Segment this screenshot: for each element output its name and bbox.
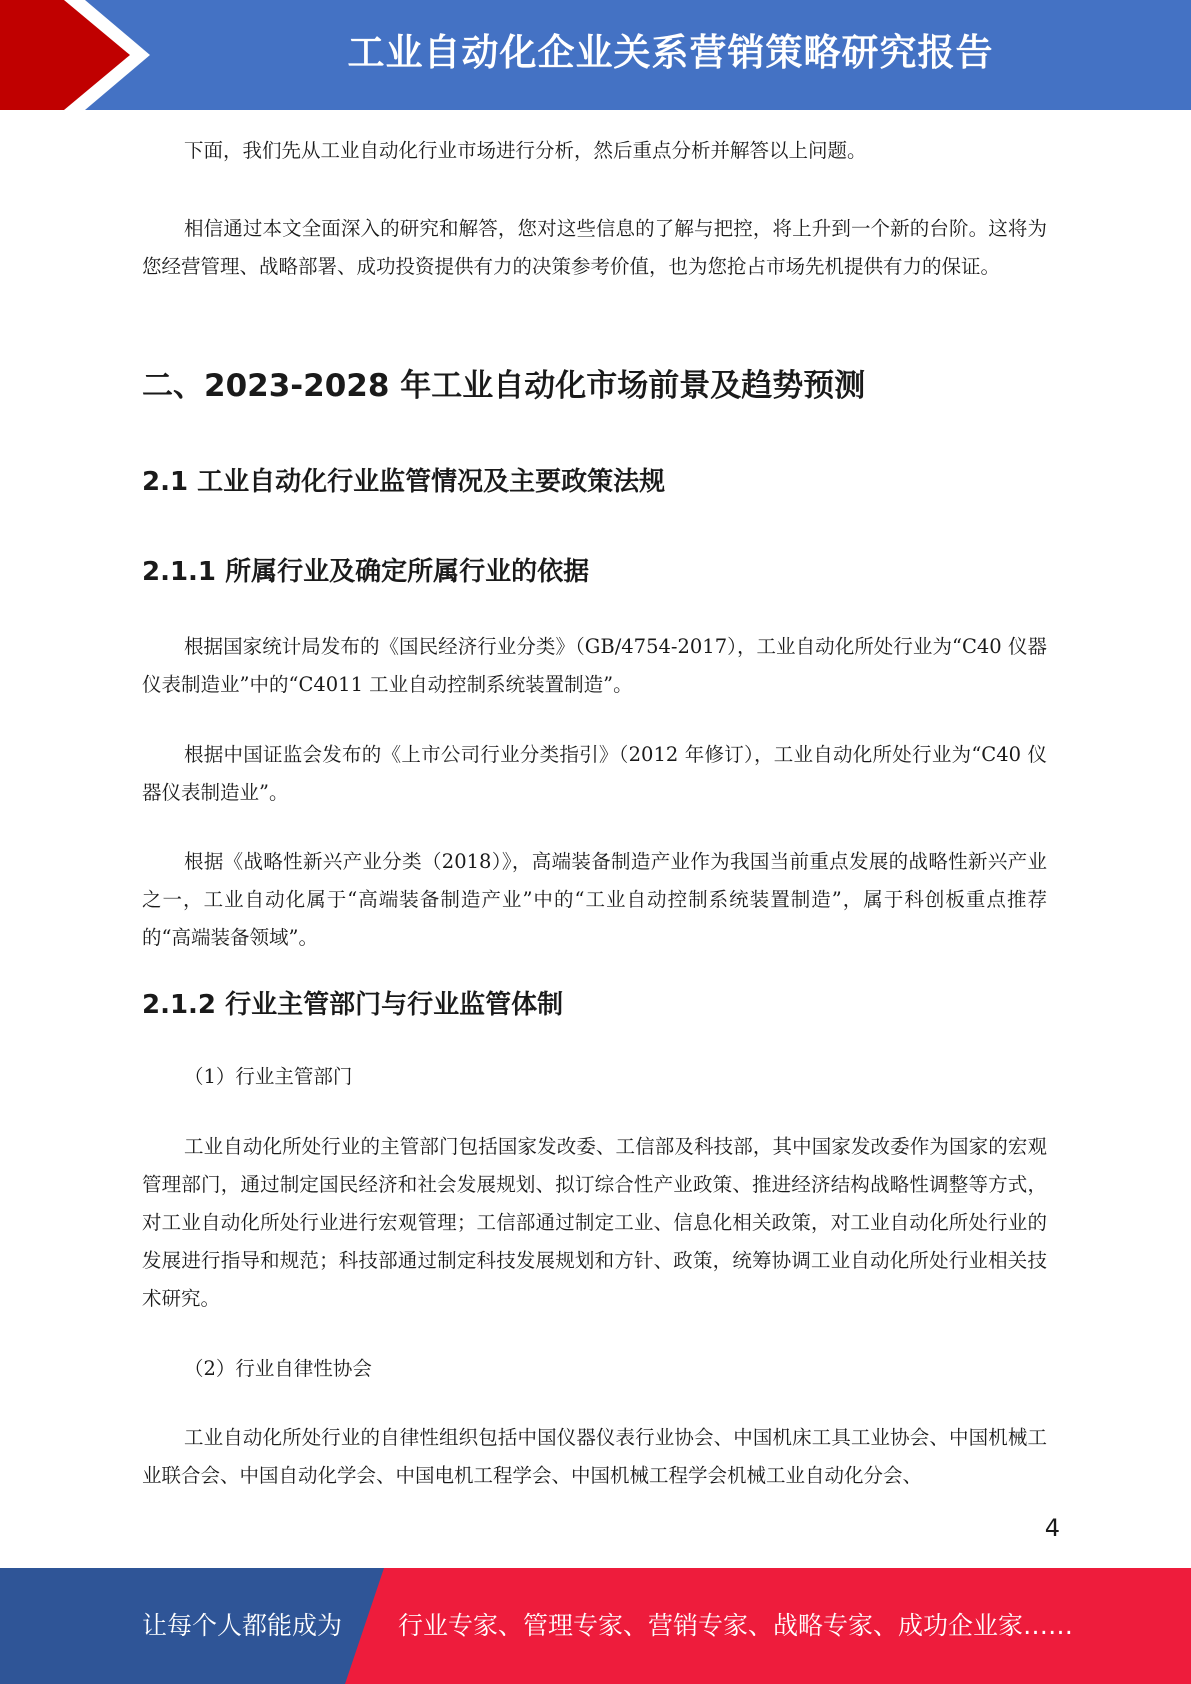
paragraph-intro: 下面，我们先从工业自动化行业市场进行分析，然后重点分析并解答以上问题。 xyxy=(184,139,867,162)
footer-slogan-left: 让每个人都能成为 xyxy=(142,1611,343,1640)
heading-2-1: 2.1 工业自动化行业监管情况及主要政策法规 xyxy=(142,467,666,497)
paragraph-gb-classification: 根据国家统计局发布的《国民经济行业分类》（GB/4754-2017），工业自动化所处行业为“C40 仪器仪表制造业”中的“C4011 工业自动控制系统装置制造”。 xyxy=(142,635,1048,696)
paragraph-authorities: 工业自动化所处行业的主管部门包括国家发改委、工信部及科技部，其中国家发改委作为国家的宏观管理部门，通过制定国民经济和社会发展规划、拟订综合性产业政策、推进经济结构战略性调整等方式，对工业自动化所处行业进行宏观管理；工信部通过制定工业、信息化相关政策，对工业自动化所处行业的发展进行指导和规范；科技部通过制定科技发展规划和方针、政策，统筹协调工业自动化所处行业相关技术研究。 xyxy=(142,1135,1047,1310)
paragraph-belief: 相信通过本文全面深入的研究和解答，您对这些信息的了解与把控，将上升到一个新的台阶。这将为您经营管理、战略部署、成功投资提供有力的决策参考价值，也为您抢占市场先机提供有力的保证。 xyxy=(142,217,1047,278)
header-chevron-graphic xyxy=(0,0,160,110)
page-number: 4 xyxy=(1044,1514,1060,1542)
paragraph-csrc-classification: 根据中国证监会发布的《上市公司行业分类指引》（2012 年修订），工业自动化所处行业为“C40 仪器仪表制造业”。 xyxy=(142,743,1047,804)
page-header xyxy=(0,0,1191,110)
section-heading-2: 二、2023-2028 年工业自动化市场前景及趋势预测 xyxy=(142,368,866,404)
page-footer xyxy=(0,1568,1191,1684)
report-title: 工业自动化企业关系营销策略研究报告 xyxy=(347,31,994,74)
heading-2-1-2: 2.1.2 行业主管部门与行业监管体制 xyxy=(142,990,564,1020)
heading-2-1-1: 2.1.1 所属行业及确定所属行业的依据 xyxy=(142,557,590,587)
subheading-associations: （2）行业自律性协会 xyxy=(184,1357,372,1380)
paragraph-associations: 工业自动化所处行业的自律性组织包括中国仪器仪表行业协会、中国机床工具工业协会、中国机械工业联合会、中国自动化学会、中国电机工程学会、中国机械工程学会机械工业自动化分会、 xyxy=(142,1426,1047,1487)
subheading-authorities: （1）行业主管部门 xyxy=(184,1065,353,1088)
paragraph-strategic-industry: 根据《战略性新兴产业分类（2018）》，高端装备制造产业作为我国当前重点发展的战略性新兴产业之一，工业自动化属于“高端装备制造产业”中的“工业自动控制系统装置制造”，属于科创板重点推荐的“高端装备领域”。 xyxy=(142,850,1047,949)
footer-slogan-right: 行业专家、管理专家、营销专家、战略专家、成功企业家…… xyxy=(398,1611,1074,1640)
